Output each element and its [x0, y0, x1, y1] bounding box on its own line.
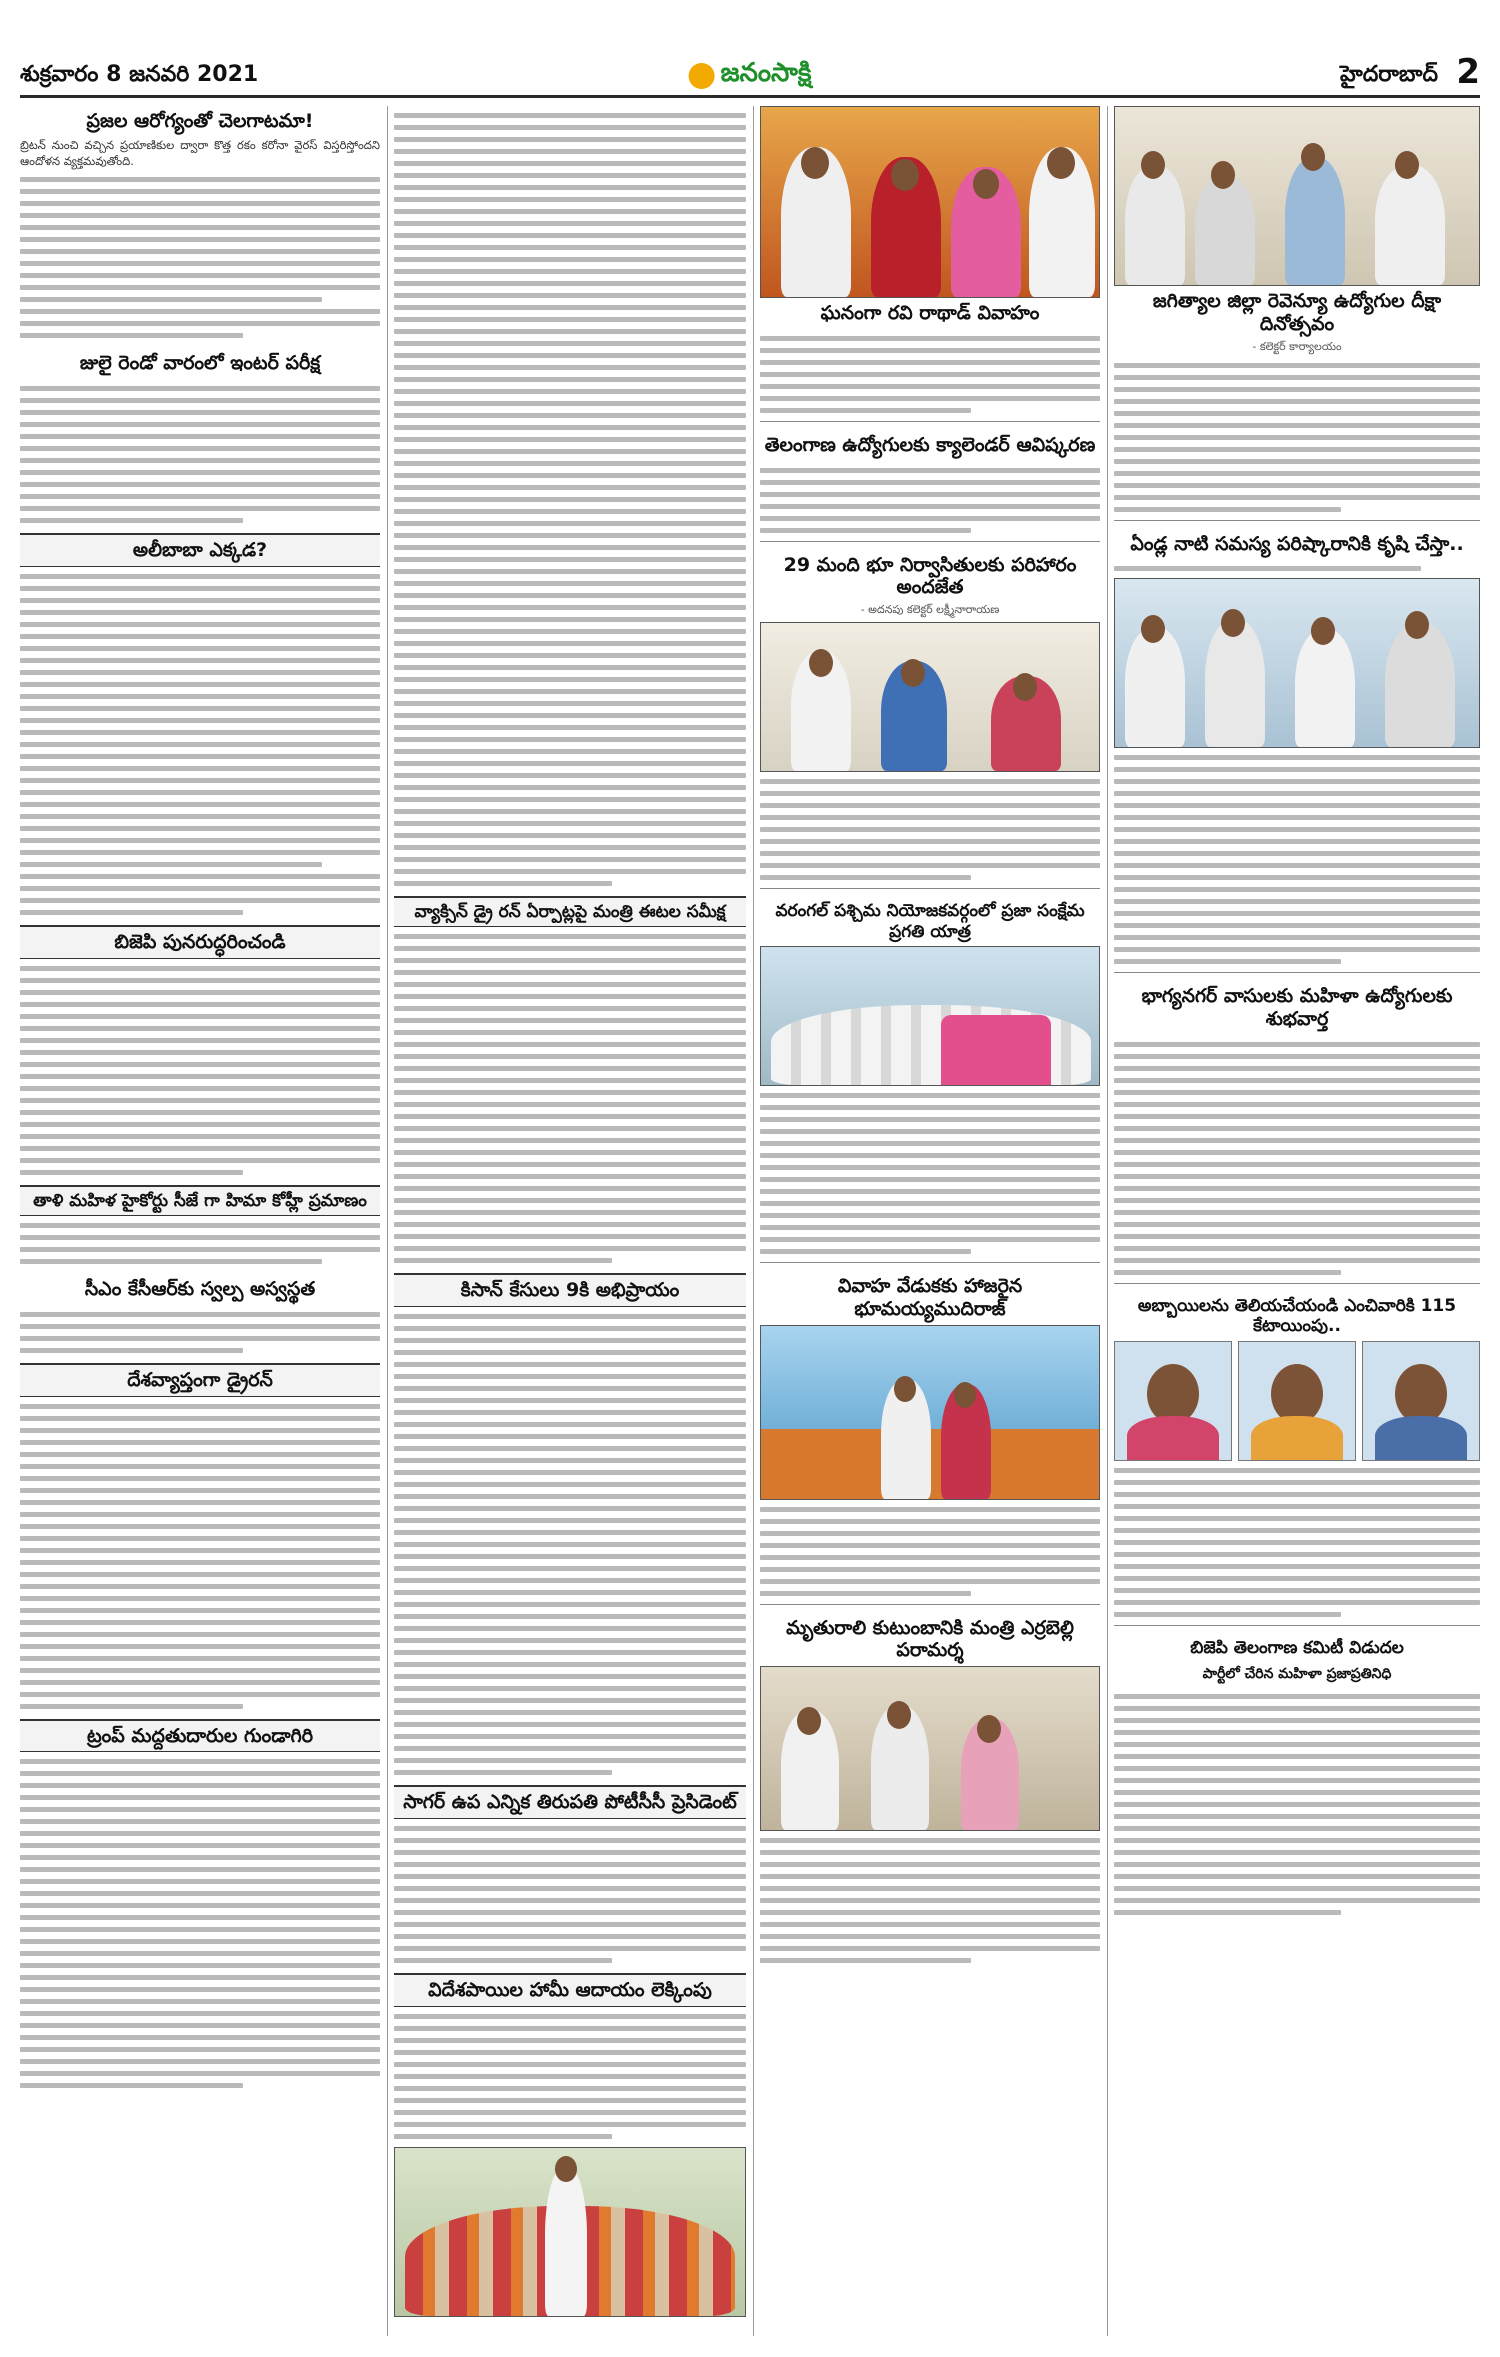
divider	[760, 541, 1100, 542]
story-high-court	[20, 1185, 380, 1264]
portrait-photo	[1238, 1341, 1356, 1461]
portrait-card	[1238, 1341, 1356, 1461]
column-1	[20, 106, 380, 2098]
headline: విదేశపాయిల హామీ ఆదాయం లెక్కింపు	[394, 1973, 746, 2007]
byline: - కలెక్టర్ కార్యాలయం	[1252, 339, 1342, 353]
divider	[1114, 1283, 1480, 1284]
body-text-block	[20, 574, 380, 915]
body-text-block	[760, 1838, 1100, 1963]
column-3	[760, 106, 1100, 1970]
headline: అలీబాబా ఎక్కడ?	[20, 533, 380, 567]
body-text-block	[20, 386, 380, 523]
divider	[1114, 520, 1480, 521]
body-text-block	[1114, 1042, 1480, 1275]
headline: 29 మంది భూ నిర్వాసితులకు పరిహారం అందజేత	[783, 553, 1077, 599]
body-text-block	[1114, 566, 1480, 571]
photo-wedding	[760, 106, 1100, 298]
divider	[760, 1604, 1100, 1605]
headline: జగిత్యాల జిల్లా రెవెన్యూ ఉద్యోగుల దీక్షా దినోత్సవం	[1152, 290, 1442, 335]
headline: సాగర్ ఉప ఎన్నిక తిరుపతి పోటీసీసీ ప్రెసిడెంట్	[394, 1785, 746, 1819]
story-kisan	[394, 1273, 746, 1775]
story-sagar	[394, 1785, 746, 1963]
column-divider	[753, 106, 754, 2336]
byline: - అదనపు కలెక్టర్ లక్ష్మీనారాయణ	[860, 603, 1000, 617]
headline: బిజెపి తెలంగాణ కమిటీ విడుదల	[1190, 1637, 1404, 1658]
photo-yatra	[760, 946, 1100, 1086]
story-dry-run	[20, 1363, 380, 1709]
headline: బిజెపి పునరుద్ధరించండి	[20, 925, 380, 959]
body-text-block	[760, 336, 1100, 413]
headline: ప్రజల ఆరోగ్యంతో చెలగాటమా!	[86, 110, 314, 132]
portrait-card	[1114, 1341, 1232, 1461]
body-text-block	[20, 1312, 380, 1353]
sub-headline: పార్టీలో చేరిన మహిళా ప్రజాప్రతినిధి	[1202, 1666, 1392, 1683]
column-4	[1114, 106, 1480, 1922]
story-vaccine-review	[394, 896, 746, 1263]
headline: వివాహ వేడుకకు హాజరైన భూమయ్యముదిరాజ్	[837, 1274, 1023, 1320]
issue-date: శుక్రవారం 8 జనవరి 2021	[20, 62, 259, 87]
body-text-block	[394, 1314, 746, 1775]
body-text-block	[1114, 1468, 1480, 1617]
portrait-row	[1114, 1341, 1480, 1461]
photo-crowd-meeting	[394, 2147, 746, 2317]
body-text-block	[394, 113, 746, 886]
divider	[1114, 972, 1480, 973]
body-text-block	[20, 966, 380, 1175]
column-divider	[387, 106, 388, 2336]
story-bjp	[20, 925, 380, 1175]
divider	[760, 421, 1100, 422]
column-divider	[1107, 106, 1108, 2336]
portrait-photo	[1114, 1341, 1232, 1461]
headline: దేశవ్యాప్తంగా డ్రైరన్	[20, 1363, 380, 1397]
body-text-block	[1114, 1694, 1480, 1915]
story-health	[20, 106, 380, 338]
photo-compensation	[760, 622, 1100, 772]
headline: కిసాన్ కేసులు 9కి అభిప్రాయం	[394, 1273, 746, 1307]
headline: ఏండ్ల నాటి సమస్య పరిష్కారానికి కృషి చేస్తా..	[1130, 532, 1464, 555]
headline: భాగ్యనగర్ వాసులకు మహిళా ఉద్యోగులకు శుభవార్త	[1141, 985, 1453, 1031]
story-trump	[20, 1719, 380, 2089]
headline: జులై రెండో వారంలో ఇంటర్ పరీక్ష	[79, 352, 321, 375]
body-text-block	[760, 1093, 1100, 1254]
body-text-block	[1114, 755, 1480, 964]
headline: తెలంగాణ ఉద్యోగులకు క్యాలెండర్ ఆవిష్కరణ	[764, 433, 1096, 456]
sun-logo-icon	[689, 63, 715, 89]
divider	[760, 1262, 1100, 1263]
headline: అబ్బాయిలను తెలియచేయండి ఎంచివారికి 115 కేటాయింపు..	[1137, 1295, 1457, 1337]
body-text-block	[394, 934, 746, 1263]
photo-marriage-event	[760, 1325, 1100, 1500]
body-text-block	[760, 468, 1100, 533]
body-text-block	[20, 1404, 380, 1709]
body-text-block	[760, 1507, 1100, 1596]
body-text-block	[1114, 363, 1480, 512]
body-text-block	[760, 779, 1100, 880]
body-text-block	[20, 1759, 380, 2088]
headline: ట్రంప్ మద్దతుదారుల గుండాగిరి	[20, 1719, 380, 1753]
page-masthead	[20, 52, 1480, 98]
page-number: 2	[1456, 52, 1480, 92]
headline: తాళి మహిళ హైకోర్టు సీజే గా హిమా కోహ్లీ ప్రమాణం	[20, 1185, 380, 1216]
story-cm-health	[20, 1274, 380, 1353]
headline: మృతురాలి కుటుంబానికి మంత్రి ఎర్రబెల్లి పరామర్శ	[786, 1616, 1074, 1662]
body-text-block	[20, 1223, 380, 1264]
column-2	[394, 106, 746, 2327]
headline: సీఎం కేసీఆర్‌కు స్వల్ప అస్వస్థత	[84, 1277, 316, 1300]
photo-caption: ఘనంగా రవి రాథాడ్ వివాహం	[820, 302, 1040, 324]
story-exam	[20, 348, 380, 523]
body-text-block	[394, 2014, 746, 2139]
newspaper-logo	[689, 58, 812, 94]
story-income	[394, 1973, 746, 2317]
divider	[760, 888, 1100, 889]
photo-revenue-staff	[1114, 106, 1480, 286]
body-text-block	[20, 177, 380, 338]
divider	[1114, 1625, 1480, 1626]
portrait-card	[1362, 1341, 1480, 1461]
newspaper-name: జనంసాక్షి	[720, 58, 812, 88]
story-body: బ్రిటన్‌ నుంచి వచ్చిన ప్రయాణికుల ద్వారా కొత్త రకం కరోనా వైరస్‌ విస్తరిస్తోందని ఆందోళన వ్యక్తమవుతోంది.	[20, 137, 380, 169]
story-alibaba	[20, 533, 380, 915]
edition-city: హైదరాబాద్	[1340, 62, 1438, 87]
photo-caption: వరంగల్ పశ్చిమ నియోజకవర్గంలో ప్రజా సంక్షేమ ప్రగతి యాత్ర	[775, 901, 1085, 942]
photo-mla-visit	[1114, 578, 1480, 748]
headline: వ్యాక్సిన్ డ్రై రన్ ఏర్పాట్లపై మంత్రి ఈటల సమీక్ష	[394, 896, 746, 927]
body-text-block	[394, 1826, 746, 1963]
story-continued	[394, 113, 746, 886]
photo-minister-visit	[760, 1666, 1100, 1831]
portrait-photo	[1362, 1341, 1480, 1461]
